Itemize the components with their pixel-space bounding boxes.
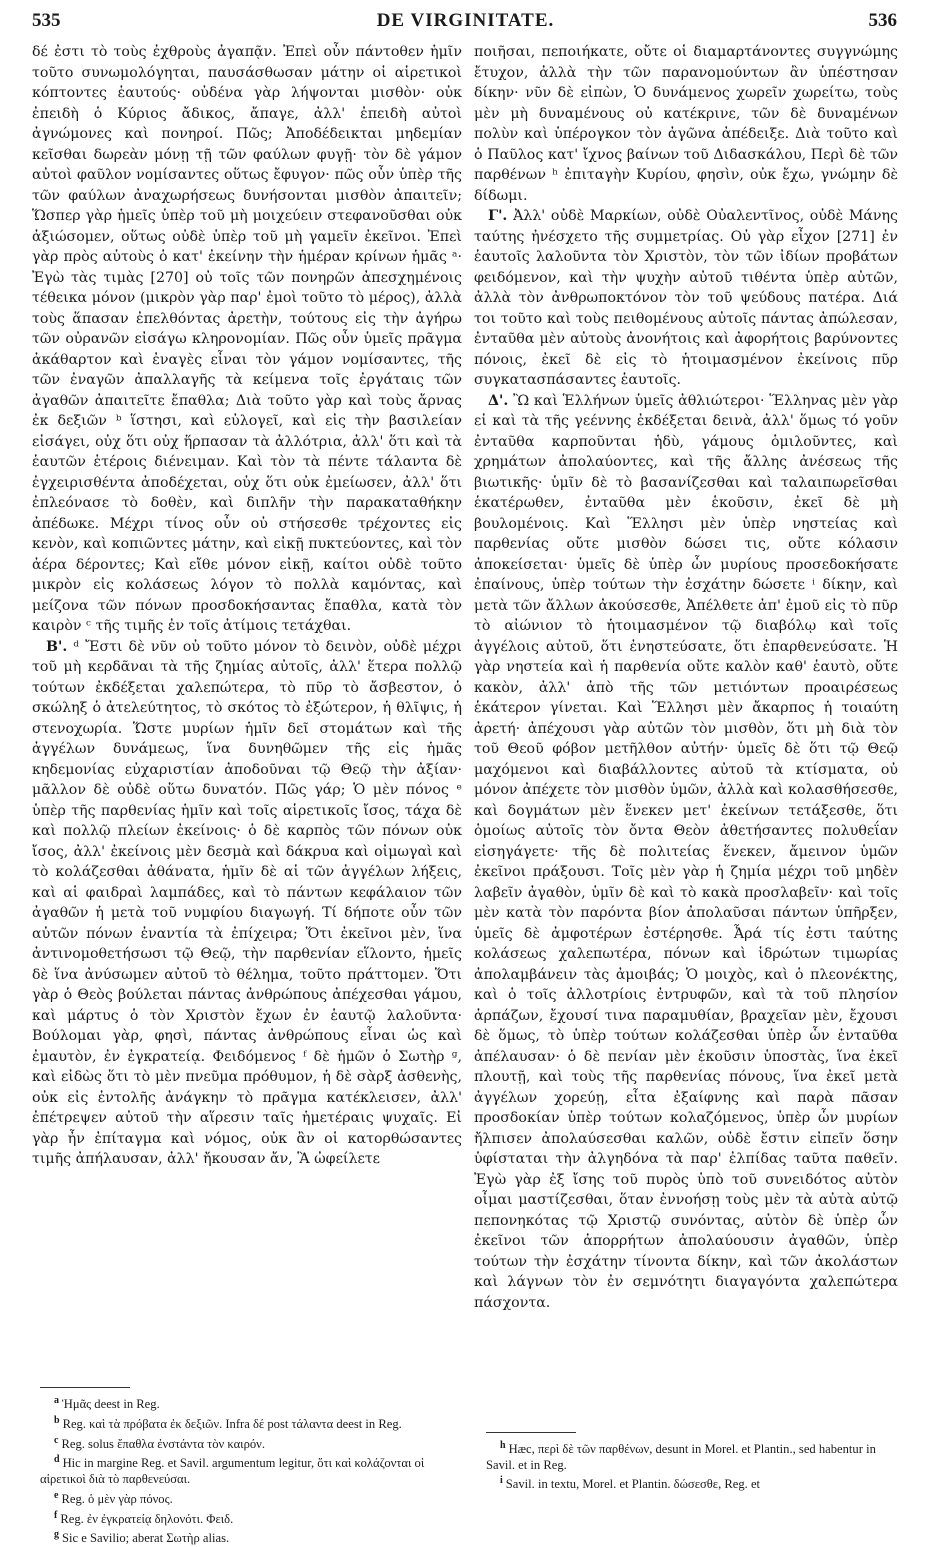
- footnote: [40, 1393, 464, 1413]
- footnote-mark: e: [54, 1489, 59, 1501]
- paragraph-text: δέ ἐστι τὸ τοὺς ἐχθροὺς ἀγαπᾷν. Ἐπεὶ οὖν πάντοθεν ἡμῖν τοῦτο συνωμολόγηται, παυσάσθωσαν μάτην οἱ αἱρετικοὶ κόπτοντες ἑαυτούς· οὐδένα γὰρ λήψονται μισθὸν· οὐκ ἐπειδὴ ὁ Κύριος ἄδικος, ἄπαγε, ἀλλ' ἐπειδὴ αὐτοὶ ἀγνώμονες καὶ πονηροί. Πῶς; Ἀποδέδεικται μηδεμίαν κεῖσθαι δωρεὰν μόνῃ τῇ τῶν φαύλων φυγῇ· τὸν δὲ γάμον αὐτοὶ φαῦλον νομίσαντες οὕτως ἔφυγον· πῶς οὖν ὑπὲρ τῆς τῶν φαύλων ἀναχωρήσεως δυνήσονται μισθὸν ἀπαιτεῖν; Ὥσπερ γὰρ ἡμεῖς ὑπὲρ τοῦ μὴ μοιχεύειν στεφανοῦσθαι οὐκ ἀξιώσομεν, οὕτως οὐδὲ ὑπὲρ τοῦ μὴ γαμεῖν ἐκεῖνοι. Ἐπεὶ γὰρ πρὸς αὐτοὺς ὁ κατ' ἐκείνην τὴν ἡμέραν κρίνων ἡμᾶς ᵃ· Ἐγὼ τὰς τιμὰς [270] οὐ τοῖς τῶν πονηρῶν ἀπεσχημένοις τέθεικα μόνον (μικρὸν γὰρ παρ' ἐμοὶ τοῦτο τὸ μέρος), ἀλλὰ τοὺς ἅπασαν ἐπελθόντας ἀρετὴν, τούτους εἰς τὴν ἀγήρω τῶν οὐρανῶν εἰσάγω κληρονομίαν. Πῶς οὖν ὑμεῖς πρᾶγμα ἀκάθαρτον καὶ ἐναγὲς εἶναι τὸν γάμον νομίσαντες, τῆς τῶν ἐναγῶν ἀπαλλαγῆς τὰ κείμενα τοῖς ἐργάταις τῶν ἀγαθῶν ἀπαιτεῖτε ἔπαθλα; Διὰ τοῦτο γὰρ καὶ τοὺς ἄρνας ἐκ δεξιῶν ᵇ ἵστησι, καὶ εὐλογεῖ, καὶ εἰς τὴν βασιλείαν εἰσάγει, οὐχ ὅτι οὐχ ἥρπασαν τὰ ἀλλότρια, ἀλλ' ὅτι καὶ τὰ ἑαυτῶν ἑτέροις διένειμαν. Καὶ τὸν τὰ πέντε τάλαντα δὲ ἐγχειρισθέντα ἀποδέχεται, οὐχ ὅτι οὐκ ἐμείωσεν, ἀλλ' ὅτι ἐπλεόνασε τὸ δοθὲν, καὶ διπλῆν τὴν παρακαταθήκην ἀπέδωκε. Μέχρι τίνος οὖν οὐ στήσεσθε τρέχοντες εἰς κενὸν, καὶ κοπιῶντες μάτην, καὶ εἰκῇ πυκτεύοντες, καὶ τὸν ἀέρα δέροντες; Καὶ εἴθε μόνον εἰκῇ, καίτοι οὐδὲ τοῦτο μικρὸν εἰς κολάσεως λόγον τὸ πολλὰ καμόντας, καὶ μείζονα τῶν πόνων προσδοκήσαντας ἔπαθλα, κατὰ τὸν καιρὸν ᶜ τῆς τιμῆς ἐν τοῖς ἀτίμοις τετάχθαι.: [32, 44, 462, 634]
- right-page-number: 536: [868, 10, 897, 31]
- footnote-mark: g: [54, 1529, 59, 1541]
- section-b-paragraph: [32, 637, 462, 1170]
- footnotes-right: [486, 1438, 900, 1501]
- footnote-mark: c: [54, 1434, 59, 1446]
- section-number: Δ'.: [488, 392, 509, 409]
- footnote-mark: d: [54, 1454, 60, 1466]
- section-d-paragraph: [474, 391, 898, 1314]
- footnote-text: Hic in margine Reg. et Savil. argumentum legitur, ὅτι καὶ κολάζονται οἱ αἱρετικοὶ διὰ τὸ παρθενεύσαι.: [40, 1456, 425, 1487]
- footnote: [40, 1527, 464, 1547]
- footnote-text: Reg. ὁ μὲν γὰρ πόνος.: [61, 1491, 173, 1506]
- footnote-mark: f: [54, 1509, 58, 1521]
- footnote: [40, 1452, 464, 1487]
- running-title: DE VIRGINITATE.: [376, 10, 555, 31]
- footnote-mark: h: [500, 1440, 506, 1451]
- paragraph-text: ποιῆσαι, πεποιήκατε, οὔτε οἱ διαμαρτάνοντες συγγνώμης ἔτυχον, ἀλλὰ τὴν τῶν παρανομούντων ἂν ὑπέστησαν δίκην· νῦν δὲ εἰπὼν, Ὁ δυνάμενος χωρεῖν χωρείτω, τοὺς μὲν μὴ δυναμένους οὐ κατέκρινε, τῶν δὲ δυναμένων πολὺν καὶ ὑπέρογκον τὸν ἀγῶνα ἀπέδειξε. Διὰ τοῦτο καὶ ὁ Παῦλος κατ' ἴχνος βαίνων τοῦ Διδασκάλου, Περὶ δὲ τῶν παρθένων ʰ ἐπιταγὴν Κυρίου, φησὶν, οὐκ ἔχω, γνώμην δὲ δίδωμι.: [474, 44, 898, 204]
- footnotes-left: [40, 1393, 464, 1546]
- footnote-text: Reg. ἐν ἐγκρατείᾳ δηλονότι. Φειδ.: [60, 1511, 234, 1526]
- footnote-mark: b: [54, 1414, 60, 1426]
- footnote-text: Sic e Savilio; aberat Σωτὴρ alias.: [62, 1531, 230, 1546]
- footnote-text: Reg. solus ἔπαθλα ἐνστάντα τὸν καιρόν.: [61, 1436, 265, 1451]
- paragraph-text: Ὢ καὶ Ἑλλήνων ὑμεῖς ἀθλιώτεροι· Ἕλληνας μὲν γὰρ εἰ καὶ τὰ τῆς γεέννης ἐκδέξεται δεινὰ, ἀλλ' ὅμως τό γοῦν ἐνταῦθα καρποῦνται ἡδὺ, γάμους ὁμιλοῦντες, καὶ χρημάτων ἀπολαύοντες, καὶ τῆς ἄλλης ἀνέσεως τῆς βιωτικῆς· ὑμῖν δὲ τὸ βασανίζεσθαι καὶ ταλαιπωρεῖσθαι ἑκατέρωθεν, ἐνταῦθα μὲν ἑκοῦσιν, ἐκεῖ δὲ μὴ βουλομένοις. Καὶ Ἕλλησι μὲν ὑπὲρ νηστείας καὶ παρθενίας οὔτε μισθὸν δώσει τις, οὔτε κόλασιν ἀποκείσεται· ὑμεῖς δὲ ὑπὲρ ὧν μυρίους προσεδοκήσατε ἐπαίνους, ὑπὲρ τούτων τὴν ἐσχάτην δώσετε ⁱ δίκην, καὶ μετὰ τῶν ἄλλων ἀκούσεσθε, Ἀπέλθετε ἀπ' ἐμοῦ εἰς τὸ πῦρ τὸ αἰώνιον τὸ ἡτοιμασμένον τῷ διαβόλῳ καὶ τοῖς ἀγγέλοις αὐτοῦ, ὅτι ἐνηστεύσατε, ὅτι ἐπαρθενεύσατε. Ἡ γὰρ νηστεία καὶ ἡ παρθενία οὔτε καλὸν καθ' ἑαυτὸ, οὔτε κακὸν, ἀλλ' ἀπὸ τῆς τῶν μετιόντων προαιρέσεως ἑκάτερον γίνεται. Καὶ Ἕλλησι μὲν ἄκαρπος ἡ τοιαύτη ἀρετή· ἀπέχουσι γὰρ αὐτῶν τὸν μισθὸν, ὅτι μὴ διὰ τὸν τοῦ Θεοῦ φόβον μετῆλθον αὐτήν· ὑμεῖς δὲ ὅτι τῷ Θεῷ μαχόμενοι καὶ διαβάλλοντες αὐτοῦ τὰ κτίσματα, οὐ μόνον ἀπέχετε τὸν μισθὸν ὑμῶν, ἀλλὰ καὶ κολασθήσεσθε, καὶ δογμάτων μὲν ἕνεκεν μετ' ἐκείνων τετάξεσθε, ὅτι ὁμοίως αὐτοῖς τὸν ὄντα Θεὸν ἀθετήσαντες πολυθεΐαν εἰσηγάγετε· τῆς δὲ πολιτείας ἕνεκεν, ἄμεινον ὑμῶν ἐκεῖνοι πράξουσι. Τοῖς μὲν γὰρ ἡ ζημία μέχρι τοῦ μηδὲν λαβεῖν ἀγαθὸν, ὑμῖν δὲ καὶ τὸ κακὰ προσλαβεῖν· καὶ τοῖς μὲν κατὰ τὸν παρόντα βίον ἀπολαῦσαι πάντων ὑπῆρξεν, ὑμεῖς δὲ ἀμφοτέρων ἐστέρησθε. Ἆρά τίς ἐστι ταύτης κολάσεως χαλεπωτέρα, πόνων καὶ ἱδρώτων τιμωρίας ἀπολαμβάνειν τὰς ἀμοιβάς; Ὁ μοιχὸς, καὶ ὁ πλεονέκτης, καὶ ὁ τοῖς ἀλλοτρίοις ἐντρυφῶν, καὶ τὰ τοῦ πλησίον ἁρπάζων, ἔχουσί τινα παραμυθίαν, βραχεῖαν μὲν, ἔχουσι δὲ ὅμως, τὸ ὑπὲρ τούτων κολάζεσθαι ὑπὲρ ὧν ἐνταῦθα ἀπέλαυσαν· ὁ δὲ πενίαν μὲν ἑκοῦσιν ὑποστὰς, ἵνα ἐκεῖ πλουτῇ, καὶ τοὺς τῆς παρθενίας πόνους, ἵνα ἐκεῖ μετὰ ἀγγέλων χορεύῃ, εἶτα ἐξαίφνης καὶ παρὰ πᾶσαν προσδοκίαν ὑπὲρ τούτων κολαζόμενος, ὑπὲρ ὧν μυρίων ἤλπισεν ἀπολαύσεσθαι καλῶν, οὐδὲ ἔστιν εἰπεῖν ὅσην ὑφίσταται τὴν ἀλγηδόνα τὰ παρ' ἐλπίδας ταῦτα παθεῖν. Ἐγὼ γὰρ ἐξ ἴσης τοῦ πυρὸς ὑπὸ τοῦ συνειδότος αὐτὸν οἶμαι μαστίζεσθαι, ὅταν ἐννοήσῃ τοὺς μὲν τὰ αὐτὰ αὐτῷ πεπονηκότας τῷ Χριστῷ συνόντας, αὐτὸν δὲ ὑπὲρ ὧν ἐκεῖνοι τῶν ἀπορρήτων ἀπολαύουσιν ἀγαθῶν, ὑπὲρ τούτων τὴν ἐσχάτην τίνοντα δίκην, καὶ τῶν ἀκολάστων καὶ λάγνων τὸν ἐν σεμνότητι διαγαγόντα χαλεπώτερα πάσχοντα.: [474, 392, 899, 1311]
- footnote: [40, 1508, 464, 1528]
- section-g-paragraph: [474, 206, 898, 391]
- footnote-divider-right: [486, 1432, 576, 1433]
- left-paragraph-1: [32, 42, 462, 637]
- footnote-text: Hæc, περὶ δὲ τῶν παρθένων, desunt in Morel. et Plantin., sed habentur in Savil. et in Reg.: [486, 1442, 876, 1472]
- section-number: Β'.: [46, 638, 68, 655]
- right-paragraph-1: [474, 42, 898, 206]
- footnote-mark: i: [500, 1475, 503, 1487]
- footnote-text: Ἡμᾶς deest in Reg.: [62, 1397, 160, 1412]
- footnote: [40, 1413, 464, 1433]
- footnote-divider-left: [40, 1387, 130, 1388]
- left-page-number: 535: [32, 10, 61, 31]
- paragraph-text: ᵈ Ἔστι δὲ νῦν οὐ τοῦτο μόνον τὸ δεινὸν, οὐδὲ μέχρι τοῦ μὴ κερδᾶναι τὰ τῆς ζημίας αὐτοῖς, ἀλλ' ἕτερα πολλῷ τούτων ἐκδέξεται χαλεπώτερα, τὸ πῦρ τὸ ἄσβεστον, ὁ σκώληξ ὁ ἀτελεύτητος, τὸ σκότος τὸ ἐξώτερον, ἡ θλῖψις, ἡ στενοχωρία. Ὥστε μυρίων ἡμῖν δεῖ στομάτων καὶ τῆς ἀγγέλων δυνάμεως, ἵνα δυνηθῶμεν τῆς εἰς ἡμᾶς κηδεμονίας εὐχαριστίαν ἀποδοῦναι τῷ Θεῷ τὴν ἀξίαν· μᾶλλον δὲ οὐδὲ οὕτω δυνατόν. Πῶς γάρ; Ὁ μὲν πόνος ᵉ ὑπὲρ τῆς παρθενίας ἡμῖν καὶ τοῖς αἱρετικοῖς ἴσος, τάχα δὲ καὶ πολλῷ πλείων ἐκείνοις· ὁ δὲ καρπὸς τῶν πόνων οὐκ ἴσος, ἀλλ' ἐκείνοις μὲν δεσμὰ καὶ δάκρυα καὶ οἰμωγαὶ καὶ τὸ κολάζεσθαι ἀθάνατα, ἡμῖν δὲ αἱ τῶν ἀγγέλων λήξεις, καὶ αἱ φαιδραὶ λαμπάδες, καὶ τὸ πάντων κεφάλαιον τῶν ἀγαθῶν ἡ μετὰ τοῦ νυμφίου διαγωγή. Τί δήποτε οὖν τῶν αὐτῶν πόνων ἐναντία τὰ ἐπίχειρα; Ὅτι ἐκεῖνοι μὲν, ἵνα ἀντινομοθετήσωσι τῷ Θεῷ, τὴν παρθενίαν εἵλοντο, ἡμεῖς δὲ ἵνα ἀνύσωμεν αὐτοῦ τὸ θέλημα, τοῦτο πράττομεν. Ὅτι γὰρ ὁ Θεὸς βούλεται πάντας ἀνθρώπους ἀπέχεσθαι γάμου, καὶ μάρτυς ὁ τὸν Χριστὸν ἔχων ἐν ἑαυτῷ λαλοῦντα· Βούλομαι γὰρ, φησὶ, πάντας ἀνθρώπους εἶναι ὡς καὶ ἐμαυτὸν, ἐν ἐγκρατείᾳ. Φειδόμενος ᶠ δὲ ἡμῶν ὁ Σωτὴρ ᵍ, καὶ εἰδὼς ὅτι τὸ μὲν πνεῦμα πρόθυμον, ἡ δὲ σὰρξ ἀσθενὴς, οὐκ εἰς ἐντολῆς ἀνάγκην τὸ πρᾶγμα κατέκλεισεν, ἀλλ' ἐπέτρεψεν αὐτοῦ τὴν αἵρεσιν ταῖς ἡμετέραις ψυχαῖς. Εἰ γὰρ ἦν ἐπίταγμα καὶ νόμος, οὐκ ἂν οἱ κατορθώσαντες τιμῆς ἀπήλαυσαν, ἀλλ' ἤκουσαν ἄν, Ἃ ὠφείλετε: [32, 638, 462, 1167]
- footnote-text: Reg. καὶ τὰ πρόβατα ἐκ δεξιῶν. Infra δέ post τάλαντα deest in Reg.: [62, 1416, 402, 1431]
- right-text-column: [474, 42, 898, 1432]
- section-number: Γ'.: [488, 208, 508, 224]
- left-text-column: [32, 42, 462, 1389]
- footnote: [40, 1488, 464, 1508]
- paragraph-text: Ἀλλ' οὐδὲ Μαρκίων, οὐδὲ Οὐαλεντῖνος, οὐδὲ Μάνης ταύτης ἠνέσχετο τῆς συμμετρίας. Οὐ γὰρ εἶχον [271] ἐν ἑαυτοῖς λαλοῦντα τὸν Χριστὸν, τὸν τῶν ἰδίων προβάτων φειδόμενον, καὶ τὴν ψυχὴν αὐτοῦ τιθέντα ὑπὲρ αὐτῶν, ἀλλὰ τὸν ἀνθρωποκτόνον τὸν τοῦ ψεύδους πατέρα. Διά τοι τοῦτο καὶ τοὺς πειθομένους αὐτοῖς πάντας ἀπώλεσαν, ἐνταῦθα μὲν αὐτοὺς ἀνονήτοις καὶ ἀφορήτοις βαρύνοντες πόνοις, ἐκεῖ δὲ εἰς τὸ ἡτοιμασμένον ἐκείνοις πῦρ συγκατασπάσαντες ἑαυτοῖς.: [474, 208, 899, 388]
- footnote-text: Savil. in textu, Morel. et Plantin. δώσεσθε, Reg. et: [505, 1477, 761, 1492]
- footnote: [486, 1438, 900, 1473]
- footnote: [40, 1433, 464, 1453]
- footnote: [486, 1473, 900, 1493]
- footnote-mark: a: [54, 1395, 59, 1406]
